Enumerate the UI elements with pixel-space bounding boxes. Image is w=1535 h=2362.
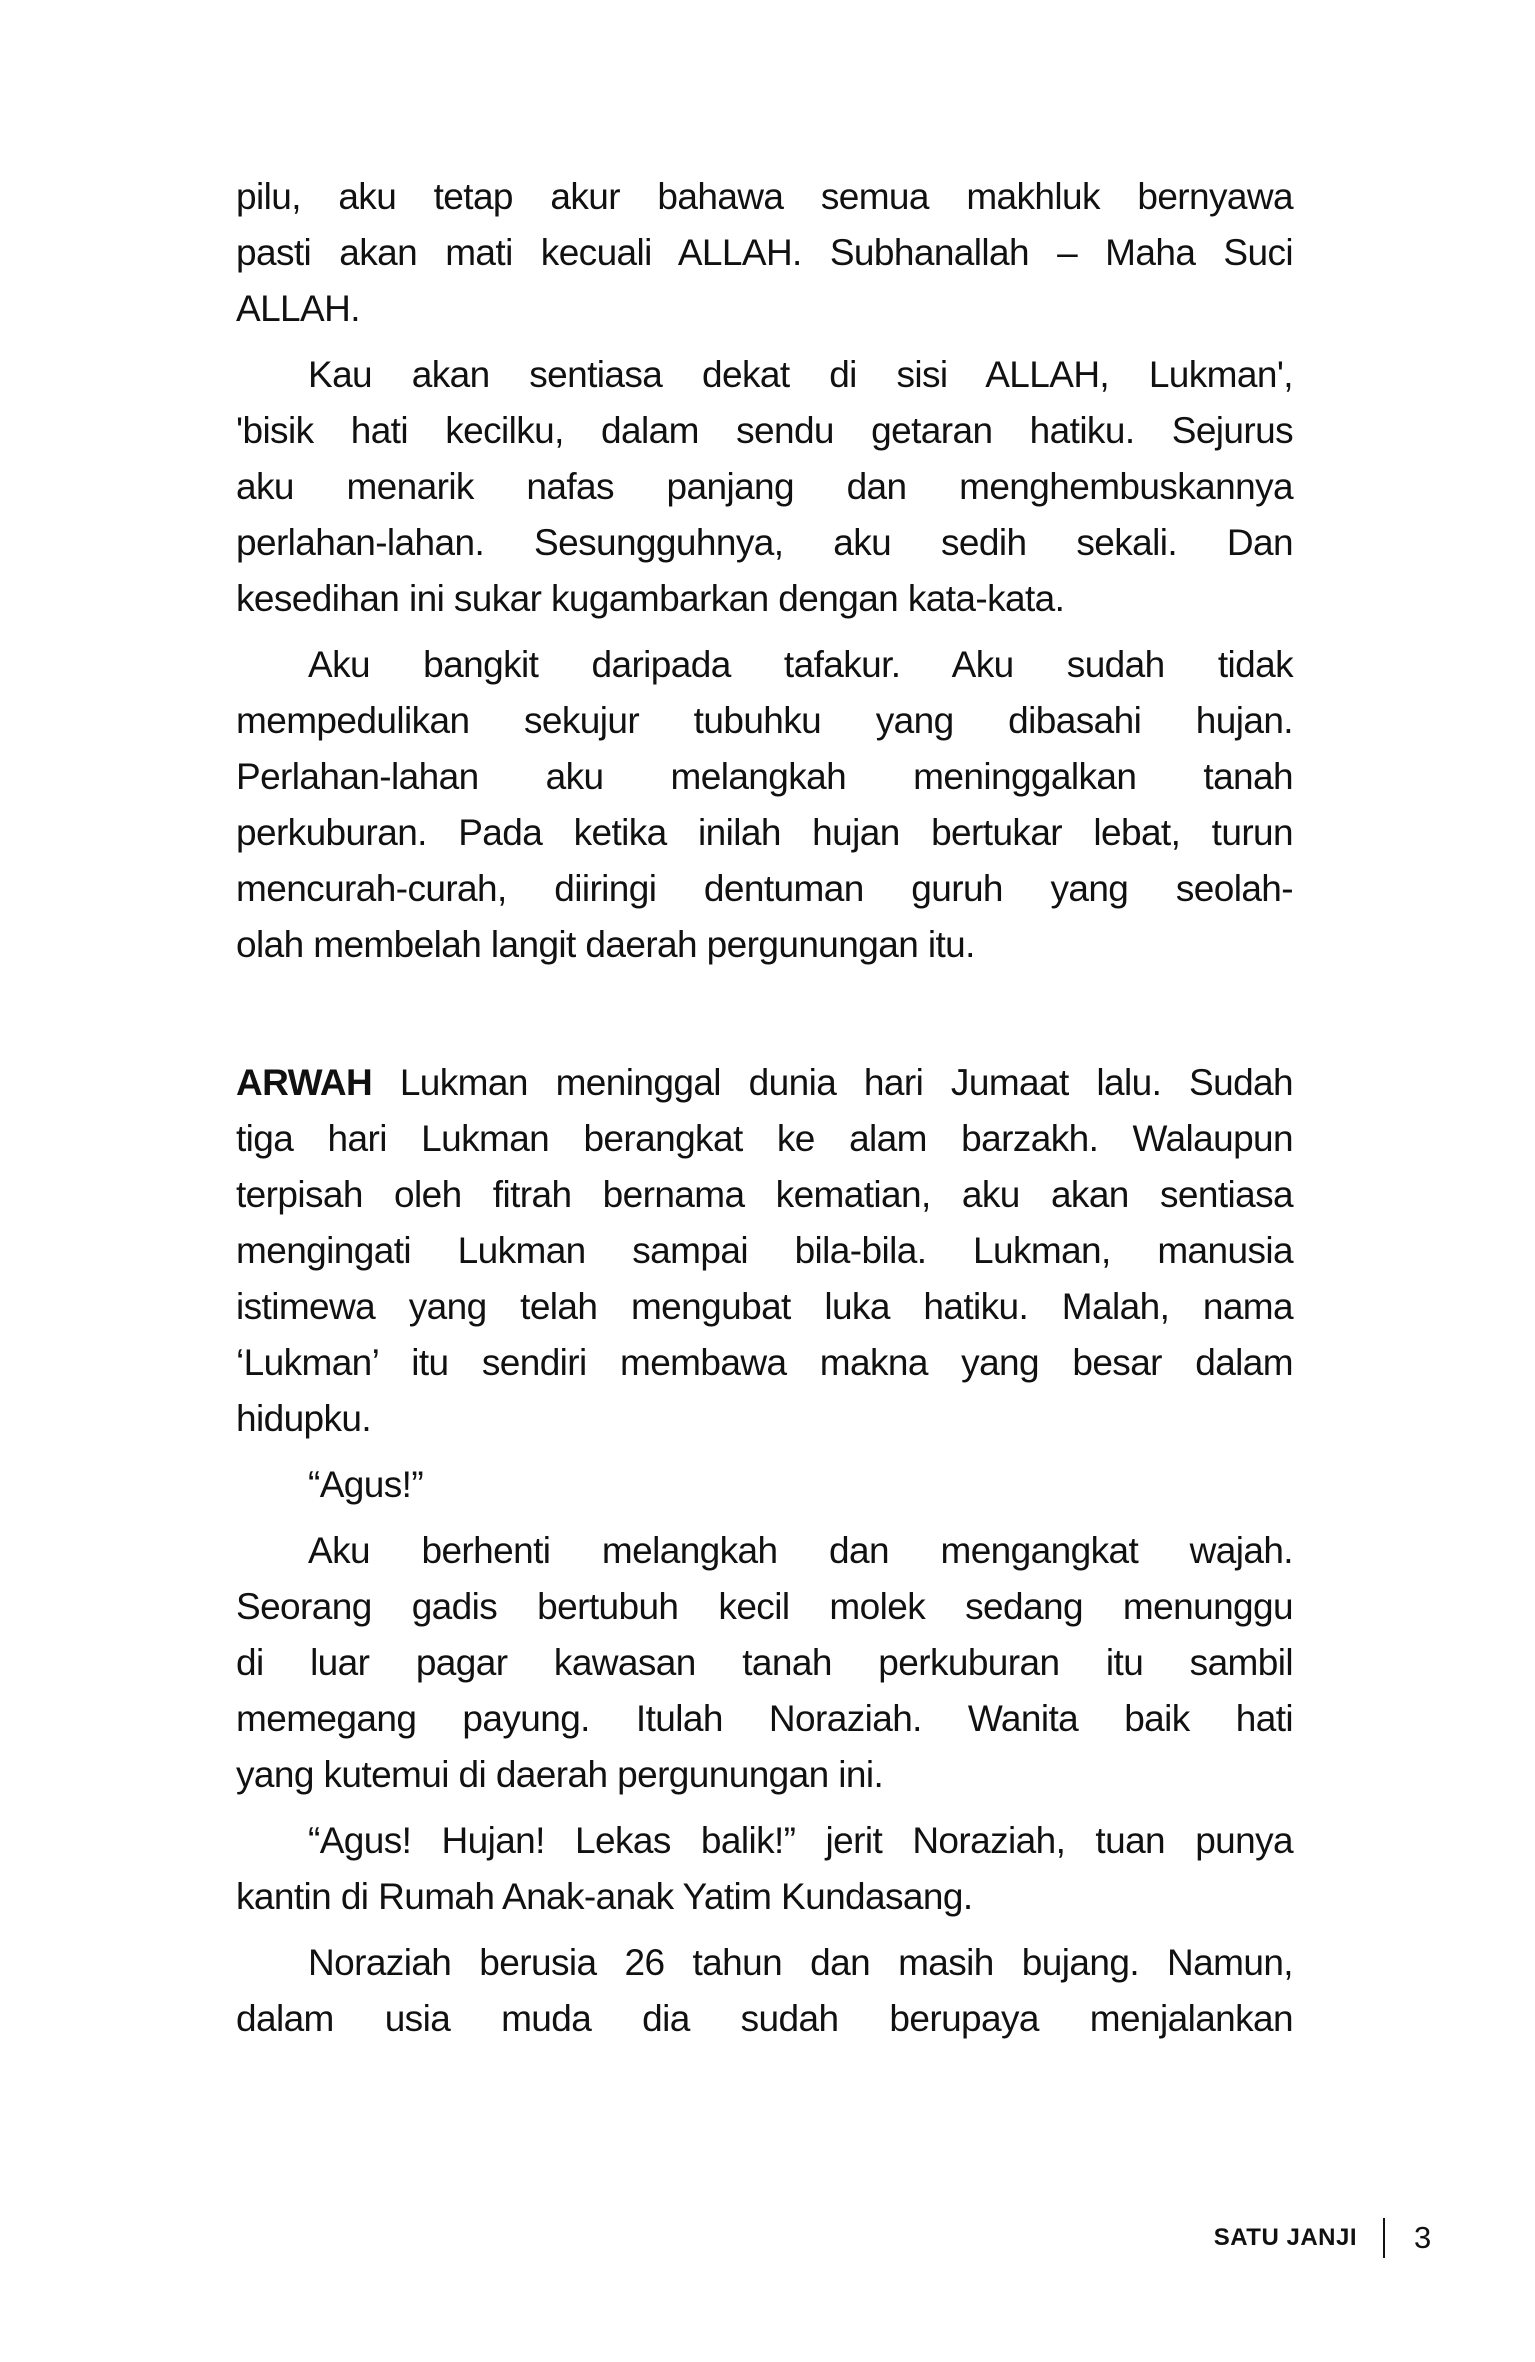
text-line: mencurah-curah, diiringi dentuman guruh yang seolah-: [236, 868, 1293, 909]
paragraph: [236, 169, 1293, 337]
text-line: Noraziah berusia 26 tahun dan masih bujang. Namun,: [308, 1942, 1293, 1983]
text-line: olah membelah langit daerah pergunungan itu.: [236, 924, 975, 965]
paragraph: [236, 1457, 1293, 1513]
text-line: [236, 1055, 1293, 1111]
text-line: mempedulikan sekujur tubuhku yang dibasahi hujan.: [236, 700, 1293, 741]
text-line: hidupku.: [236, 1398, 372, 1439]
paragraph: [236, 1055, 1293, 1447]
text-line: pasti akan mati kecuali ALLAH. Subhanallah – Maha Suci: [236, 232, 1293, 273]
text-line: dalam usia muda dia sudah berupaya menjalankan: [236, 1998, 1293, 2039]
text-line: ALLAH.: [236, 288, 360, 329]
page-number: 3: [1414, 2220, 1432, 2255]
paragraph: [236, 1935, 1293, 2047]
text-line: perkuburan. Pada ketika inilah hujan bertukar lebat, turun: [236, 812, 1293, 853]
page-footer: [0, 2218, 1535, 2258]
text-line: Aku bangkit daripada tafakur. Aku sudah tidak: [308, 644, 1293, 685]
text-line: ‘Lukman’ itu sendiri membawa makna yang besar dalam: [236, 1342, 1293, 1383]
text-line: aku menarik nafas panjang dan menghembuskannya: [236, 466, 1293, 507]
text-line: di luar pagar kawasan tanah perkuburan itu sambil: [236, 1642, 1293, 1683]
text-line: kesedihan ini sukar kugambarkan dengan kata-kata.: [236, 578, 1065, 619]
text-line: “Agus! Hujan! Lekas balik!” jerit Noraziah, tuan punya: [308, 1820, 1293, 1861]
text-line: kantin di Rumah Anak-anak Yatim Kundasang.: [236, 1876, 973, 1917]
paragraph: [236, 347, 1293, 627]
line-text: Lukman meninggal dunia hari Jumaat lalu. Sudah: [372, 1062, 1293, 1103]
text-line: istimewa yang telah mengubat luka hatiku. Malah, nama: [236, 1286, 1293, 1327]
body-text: [236, 169, 1293, 2047]
text-line: Aku berhenti melangkah dan mengangkat wajah.: [308, 1530, 1293, 1571]
text-line: yang kutemui di daerah pergunungan ini.: [236, 1754, 884, 1795]
text-line: mengingati Lukman sampai bila-bila. Lukman, manusia: [236, 1230, 1293, 1271]
text-line: Seorang gadis bertubuh kecil molek sedang menunggu: [236, 1586, 1293, 1627]
paragraph: [236, 1813, 1293, 1925]
text-line: pilu, aku tetap akur bahawa semua makhluk bernyawa: [236, 176, 1293, 217]
section-lead-word: ARWAH: [236, 1062, 373, 1103]
footer-divider: [1383, 2218, 1385, 2258]
text-line: 'bisik hati kecilku, dalam sendu getaran hatiku. Sejurus: [236, 410, 1293, 451]
text-line: terpisah oleh fitrah bernama kematian, aku akan sentiasa: [236, 1174, 1293, 1215]
book-title: SATU JANJI: [1213, 2224, 1357, 2251]
paragraph: [236, 1523, 1293, 1803]
text-line: memegang payung. Itulah Noraziah. Wanita baik hati: [236, 1698, 1293, 1739]
text-line: “Agus!”: [308, 1464, 424, 1505]
text-line: Kau akan sentiasa dekat di sisi ALLAH, Lukman',: [308, 354, 1293, 395]
text-line: perlahan-lahan. Sesungguhnya, aku sedih sekali. Dan: [236, 522, 1293, 563]
text-line: Perlahan-lahan aku melangkah meninggalkan tanah: [236, 756, 1293, 797]
paragraph: [236, 637, 1293, 973]
text-line: tiga hari Lukman berangkat ke alam barzakh. Walaupun: [236, 1118, 1293, 1159]
